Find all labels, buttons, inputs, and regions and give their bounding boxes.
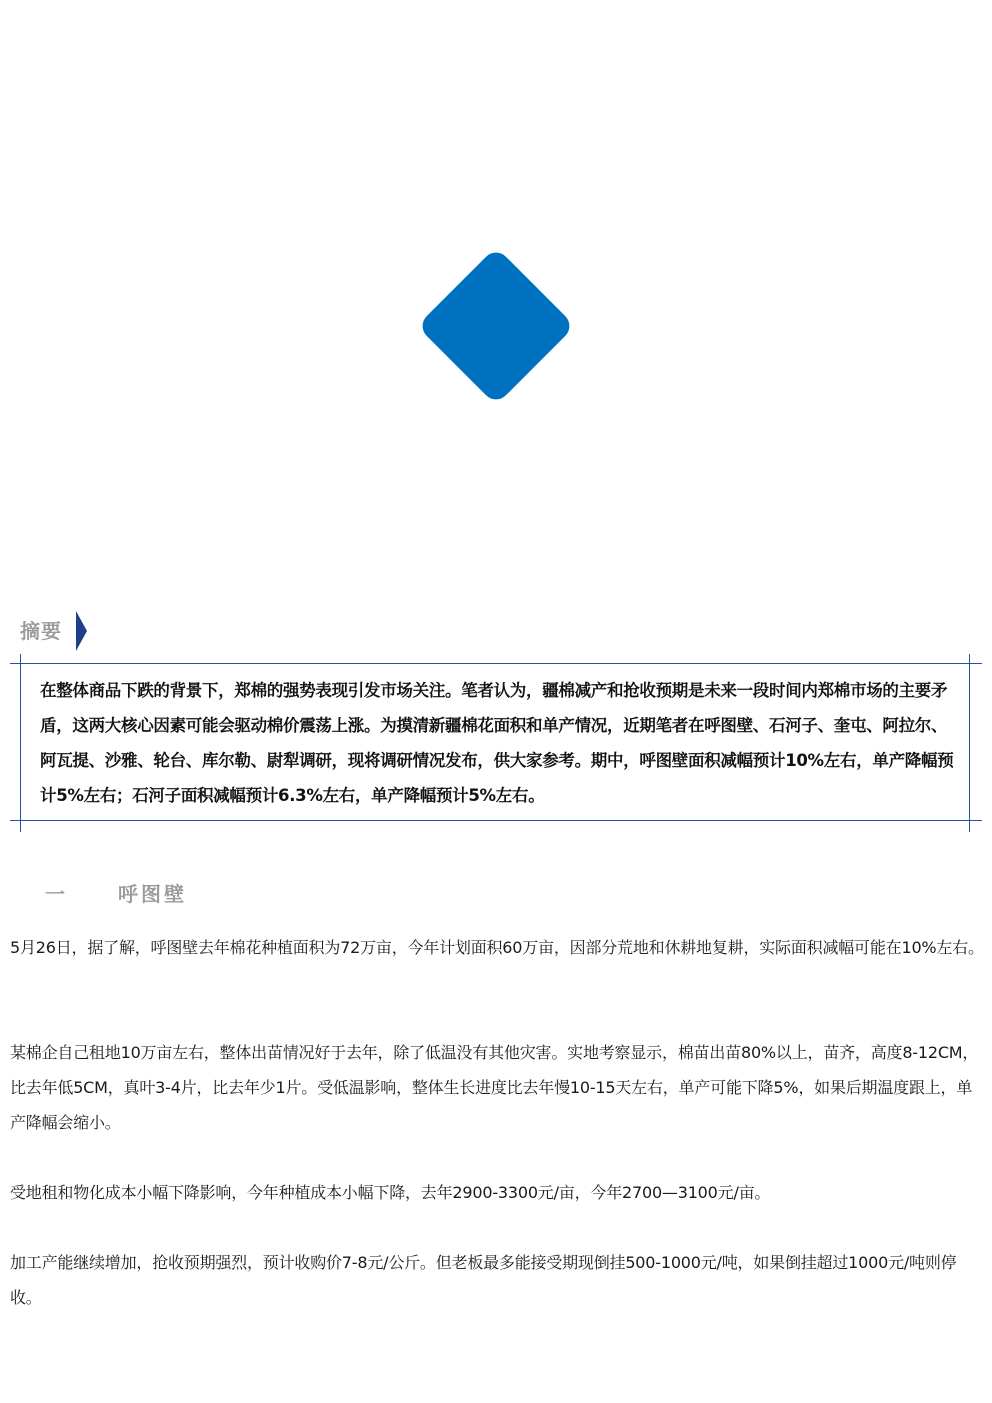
paragraph: 5月26日，据了解，呼图壁去年棉花种植面积为72万亩，今年计划面积60万亩，因部分荒地和休耕地复耕，实际面积减幅可能在10%左右。 [10, 938, 984, 957]
paragraph: 加工产能继续增加，抢收预期强烈，预计收购价7-8元/公斤。但老板最多能接受期现倒挂500-1000元/吨，如果倒挂超过1000元/吨则停收。 [10, 1253, 957, 1307]
abstract-frame-left [20, 654, 21, 832]
abstract-text: 在整体商品下跌的背景下，郑棉的强势表现引发市场关注。笔者认为，疆棉减产和抢收预期是未来一段时间内郑棉市场的主要矛盾，这两大核心因素可能会驱动棉价震荡上涨。为摸清新疆棉花面积和单产情况，近期笔者在呼图壁、石河子、奎屯、阿拉尔、阿瓦提、沙雅、轮台、库尔勒、尉犁调研，现将调研情况发布，供大家参考。期中，呼图壁面积减幅预计10%左右，单产降幅预计5%左右；石河子面积减幅预计6.3%左右，单产降幅预计5%左右。 [40, 681, 954, 805]
abstract-frame-right [969, 654, 970, 832]
abstract-frame-top [10, 663, 982, 664]
chevron-right-icon [76, 611, 87, 651]
abstract-frame-bottom [10, 820, 982, 821]
diamond-logo [417, 247, 575, 405]
paragraph: 某棉企自己租地10万亩左右，整体出苗情况好于去年，除了低温没有其他灾害。实地考察显示，棉苗出苗80%以上，苗齐，高度8-12CM，比去年低5CM，真叶3-4片，比去年少1片。受低温影响，整体生长进度比去年慢10-15天左右，单产可能下降5%，如果后期温度跟上，单产降幅会缩小。 [10, 1043, 979, 1132]
section-number: 一 [45, 882, 65, 906]
section-heading [0, 878, 400, 908]
section-title: 呼图壁 [118, 882, 187, 906]
abstract-label: 摘要 [20, 619, 62, 643]
paragraph: 受地租和物化成本小幅下降影响，今年种植成本小幅下降，去年2900-3300元/亩，今年2700—3100元/亩。 [10, 1183, 771, 1202]
